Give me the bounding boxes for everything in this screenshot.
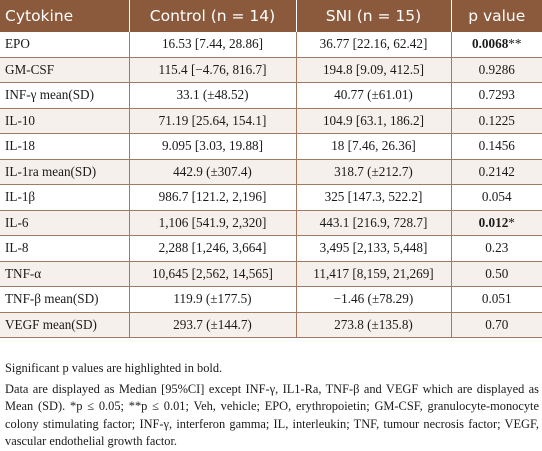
cell-sni: 36.77 [22.16, 62.42] [296,32,451,57]
cell-cytokine: IL-8 [0,236,129,262]
table-body [0,32,542,338]
cell-sni: 104.9 [63.1, 186.2] [296,108,451,134]
cell-sni: 273.8 (±135.8) [296,312,451,338]
table-row [0,287,542,313]
p-value-text: 0.7293 [478,87,515,103]
table-row [0,134,542,160]
p-value-text: 0.50 [485,265,509,281]
p-value-text: 0.70 [485,316,509,332]
header-sni: SNI (n = 15) [296,0,451,32]
table-row [0,185,542,211]
table-header [0,0,542,32]
cell-control: 1,106 [541.9, 2,320] [129,210,296,236]
cell-p-value [451,83,542,109]
header-p-value: p value [451,0,542,32]
cell-cytokine: IL-10 [0,108,129,134]
cell-p-value [451,287,542,313]
cell-p-value [451,185,542,211]
cell-cytokine: TNF-β mean(SD) [0,287,129,313]
cell-p-value [451,108,542,134]
header-cytokine: Cytokine [0,0,129,32]
cell-control: 10,645 [2,562, 14,565] [129,261,296,287]
cell-cytokine: EPO [0,32,129,57]
cell-cytokine: GM-CSF [0,57,129,83]
cell-cytokine: IL-18 [0,134,129,160]
cell-sni: 194.8 [9.09, 412.5] [296,57,451,83]
cell-sni: 443.1 [216.9, 728.7] [296,210,451,236]
p-value-text: 0.2142 [478,163,515,179]
p-value-text: 0.051 [481,291,512,307]
table-row [0,210,542,236]
cell-control: 33.1 (±48.52) [129,83,296,109]
cell-sni: −1.46 (±78.29) [296,287,451,313]
table-footnotes [5,360,539,451]
table-row [0,57,542,83]
cell-p-value [451,312,542,338]
table-row [0,236,542,262]
cell-control: 2,288 [1,246, 3,664] [129,236,296,262]
table-row [0,261,542,287]
cell-control: 119.9 (±177.5) [129,287,296,313]
cell-cytokine: INF-γ mean(SD) [0,83,129,109]
significance-marker: ** [508,36,522,52]
cell-sni: 325 [147.3, 522.2] [296,185,451,211]
cell-control: 71.19 [25.64, 154.1] [129,108,296,134]
cell-sni: 40.77 (±61.01) [296,83,451,109]
cell-cytokine: VEGF mean(SD) [0,312,129,338]
cell-control: 293.7 (±144.7) [129,312,296,338]
p-value-text: 0.1456 [478,138,515,154]
footnote-significance: Significant p values are highlighted in bold. [5,361,223,375]
cell-p-value [451,261,542,287]
cell-cytokine: TNF-α [0,261,129,287]
cell-p-value [451,236,542,262]
cell-sni: 318.7 (±212.7) [296,159,451,185]
cell-cytokine: IL-6 [0,210,129,236]
p-value-text: 0.23 [485,240,509,256]
cell-p-value [451,159,542,185]
cell-cytokine: IL-1ra mean(SD) [0,159,129,185]
cell-p-value [451,210,542,236]
header-control: Control (n = 14) [129,0,296,32]
p-value-text: 0.1225 [478,112,515,128]
header-row [0,0,542,32]
significance-marker: * [508,214,515,230]
table-row [0,32,542,57]
footnote-description: Data are displayed as Median [95%CI] except INF-γ, IL1-Ra, TNF-β and VEGF which are displayed as Mean (SD). *p ≤ 0.05; **p ≤ 0.01; Veh, vehicle; EPO, erythropoietin; GM-CSF, granulocyte-monocyte colony stimulating factor; INF-γ, interferon gamma; IL, interleukin; TNF, tumour necrosis factor; VEGF, vascular endothelial growth factor. [5,381,539,448]
cell-control: 986.7 [121.2, 2,196] [129,185,296,211]
cell-control: 442.9 (±307.4) [129,159,296,185]
table-row [0,108,542,134]
cell-sni: 18 [7.46, 26.36] [296,134,451,160]
cell-p-value [451,57,542,83]
cell-p-value [451,134,542,160]
cell-control: 16.53 [7.44, 28.86] [129,32,296,57]
p-value-text: 0.012 [478,214,509,230]
table-row [0,159,542,185]
p-value-text: 0.9286 [478,61,515,77]
cell-sni: 11,417 [8,159, 21,269] [296,261,451,287]
p-value-text: 0.0068 [472,36,509,52]
cell-control: 115.4 [−4.76, 816.7] [129,57,296,83]
cell-p-value [451,32,542,57]
table-row [0,312,542,338]
cell-sni: 3,495 [2,133, 5,448] [296,236,451,262]
cell-control: 9.095 [3.03, 19.88] [129,134,296,160]
table-row [0,83,542,109]
p-value-text: 0.054 [481,189,512,205]
cell-cytokine: IL-1β [0,185,129,211]
